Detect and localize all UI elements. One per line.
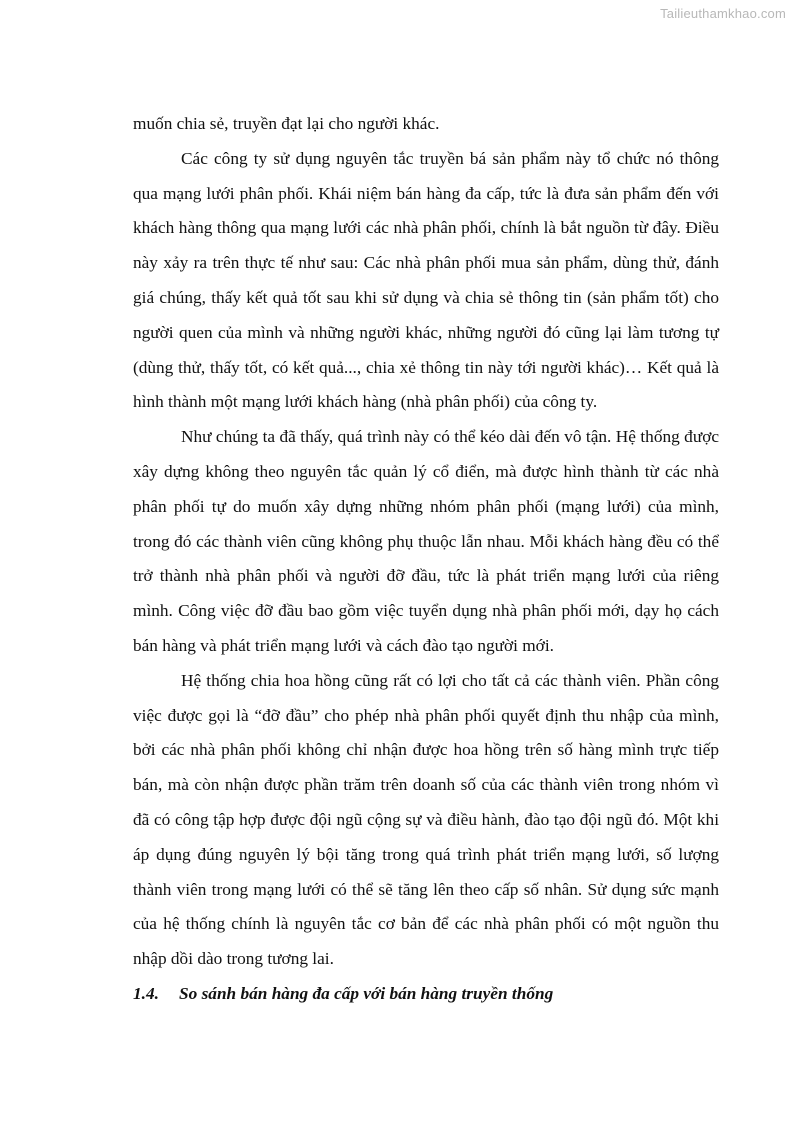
paragraph-commission-system: Hệ thống chia hoa hồng cũng rất có lợi cho tất cả các thành viên. Phần công việc được gọi là “đỡ đầu” cho phép nhà phân phối quyết định thu nhập của mình, bởi các nhà phân phối không chỉ nhận được hoa hồng trên số hàng mình trực tiếp bán, mà còn nhận được phần trăm trên doanh số của các thành viên trong nhóm vì đã có công tập hợp được đội ngũ cộng sự và điều hành, đào tạo đội ngũ đó. Một khi áp dụng đúng nguyên lý bội tăng trong quá trình phát triển mạng lưới, số lượng thành viên trong mạng lưới có thể sẽ tăng lên theo cấp số nhân. Sử dụng sức mạnh của hệ thống chính là nguyên tắc cơ bản để các nhà phân phối có một nguồn thu nhập dồi dào trong tương lai.: [133, 670, 719, 969]
watermark-text: Tailieuthamkhao.com: [660, 6, 786, 21]
paragraph-system-structure: Như chúng ta đã thấy, quá trình này có thể kéo dài đến vô tận. Hệ thống được xây dựng không theo nguyên tắc quản lý cổ điển, mà được hình thành từ các nhà phân phối tự do muốn xây dựng những nhóm phân phối (mạng lưới) của mình, trong đó các thành viên cũng không phụ thuộc lẫn nhau. Mỗi khách hàng đều có thể trở thành nhà phân phối và người đỡ đầu, tức là phát triển mạng lưới của riêng mình. Công việc đỡ đầu bao gồm việc tuyển dụng nhà phân phối mới, dạy họ cách bán hàng và phát triển mạng lưới và cách đào tạo người mới.: [133, 427, 719, 655]
section-heading: [133, 977, 719, 1012]
paragraph-continuation: muốn chia sẻ, truyền đạt lại cho người khác.: [133, 114, 440, 133]
section-title: So sánh bán hàng đa cấp với bán hàng truyền thống: [179, 983, 554, 1003]
document-body: [133, 107, 719, 1012]
paragraph-distribution-network: Các công ty sử dụng nguyên tắc truyền bá sản phẩm này tổ chức nó thông qua mạng lưới phân phối. Khái niệm bán hàng đa cấp, tức là đưa sản phẩm đến với khách hàng thông qua mạng lưới các nhà phân phối, chính là bắt nguồn từ đây. Điều này xảy ra trên thực tế như sau: Các nhà phân phối mua sản phẩm, dùng thử, đánh giá chúng, thấy kết quả tốt sau khi sử dụng và chia sẻ thông tin (sản phẩm tốt) cho người quen của mình và những người khác, những người đó cũng lại làm tương tự (dùng thử, thấy tốt, có kết quả..., chia xẻ thông tin này tới người khác)… Kết quả là hình thành một mạng lưới khách hàng (nhà phân phối) của công ty.: [133, 148, 719, 412]
section-number: 1.4.: [133, 983, 159, 1003]
